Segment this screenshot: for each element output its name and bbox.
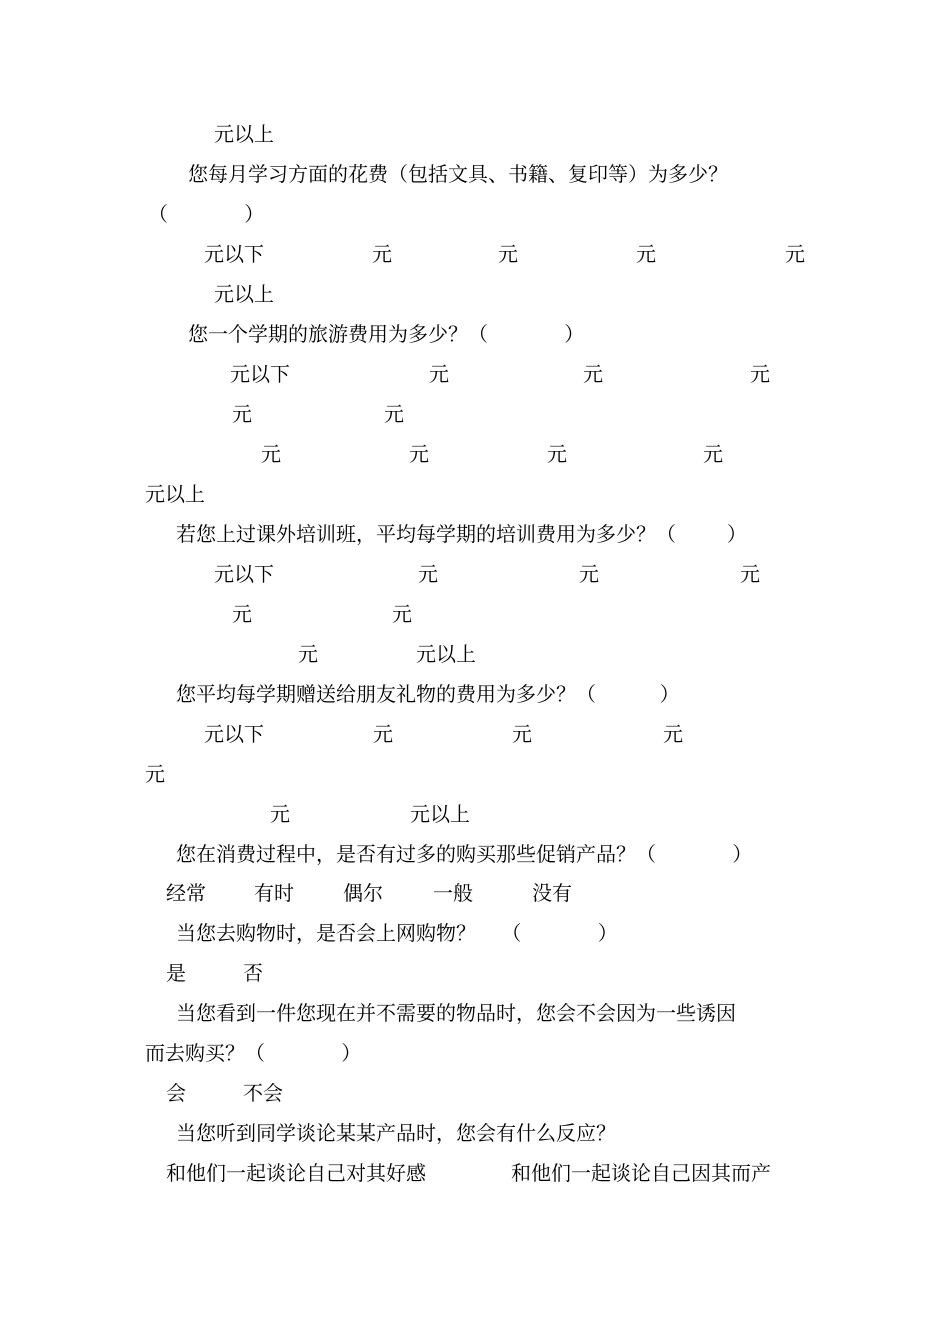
answer-option: 否	[243, 961, 263, 985]
answer-option: 元	[418, 562, 438, 586]
answer-option: 和他们一起谈论自己因其而产	[511, 1161, 771, 1185]
answer-option: 元以下	[214, 562, 274, 586]
answer-option: 元	[270, 802, 290, 826]
question-text: 您一个学期的旅游费用为多少？（ ）	[188, 322, 585, 346]
answer-option: 元	[583, 362, 603, 386]
answer-option: 没有	[532, 881, 572, 905]
answer-option: 元	[261, 442, 281, 466]
answer-option: 元	[785, 242, 805, 266]
answer-option: 元以下	[204, 242, 264, 266]
question-text: 您平均每学期赠送给朋友礼物的费用为多少？（ ）	[176, 682, 680, 706]
question-text: 而去购买？（ ）	[145, 1041, 362, 1065]
answer-option: 元	[384, 402, 404, 426]
answer-option: 和他们一起谈论自己对其好感	[166, 1161, 426, 1185]
answer-option: 元	[409, 442, 429, 466]
question-text: 当您听到同学谈论某某产品时，您会有什么反应？	[176, 1121, 616, 1145]
answer-option: 元	[740, 562, 760, 586]
answer-option: 会	[166, 1081, 186, 1105]
answer-option: 偶尔	[343, 881, 383, 905]
answer-option: 元	[703, 442, 723, 466]
answer-option: 元	[547, 442, 567, 466]
answer-option: 元以上	[214, 282, 274, 306]
answer-option: 元	[145, 762, 165, 786]
answer-option: 元	[298, 642, 318, 666]
answer-option: 元	[636, 242, 656, 266]
answer-option: 经常	[166, 881, 206, 905]
answer-option: 是	[166, 961, 186, 985]
answer-option: 元	[392, 602, 412, 626]
answer-option: 元以上	[416, 642, 476, 666]
answer-option: 元	[663, 722, 683, 746]
question-text: 您每月学习方面的花费（包括文具、书籍、复印等）为多少？	[188, 162, 728, 186]
answer-option: 有时	[254, 881, 294, 905]
question-text: 您在消费过程中，是否有过多的购买那些促销产品？（ ）	[176, 842, 753, 866]
question-text: 当您看到一件您现在并不需要的物品时，您会不会因为一些诱因	[176, 1001, 736, 1025]
answer-option: 元以上	[410, 802, 470, 826]
answer-option: 元	[232, 602, 252, 626]
answer-option: 元	[372, 242, 392, 266]
question-text: 若您上过课外培训班，平均每学期的培训费用为多少？（ ）	[176, 522, 747, 546]
answer-option: 元	[498, 242, 518, 266]
answer-option: 元以上	[214, 122, 274, 146]
question-text: 当您去购物时，是否会上网购物？ （ ）	[176, 921, 618, 945]
answer-option: 元	[429, 362, 449, 386]
answer-option: 元以上	[145, 482, 205, 506]
answer-option: 元以下	[230, 362, 290, 386]
answer-option: 一般	[433, 881, 473, 905]
answer-option: 元	[750, 362, 770, 386]
answer-option: 元以下	[204, 722, 264, 746]
answer-blank: （ ）	[148, 202, 265, 226]
answer-option: 元	[373, 722, 393, 746]
answer-option: 元	[232, 402, 252, 426]
answer-option: 元	[512, 722, 532, 746]
answer-option: 不会	[243, 1081, 283, 1105]
answer-option: 元	[579, 562, 599, 586]
